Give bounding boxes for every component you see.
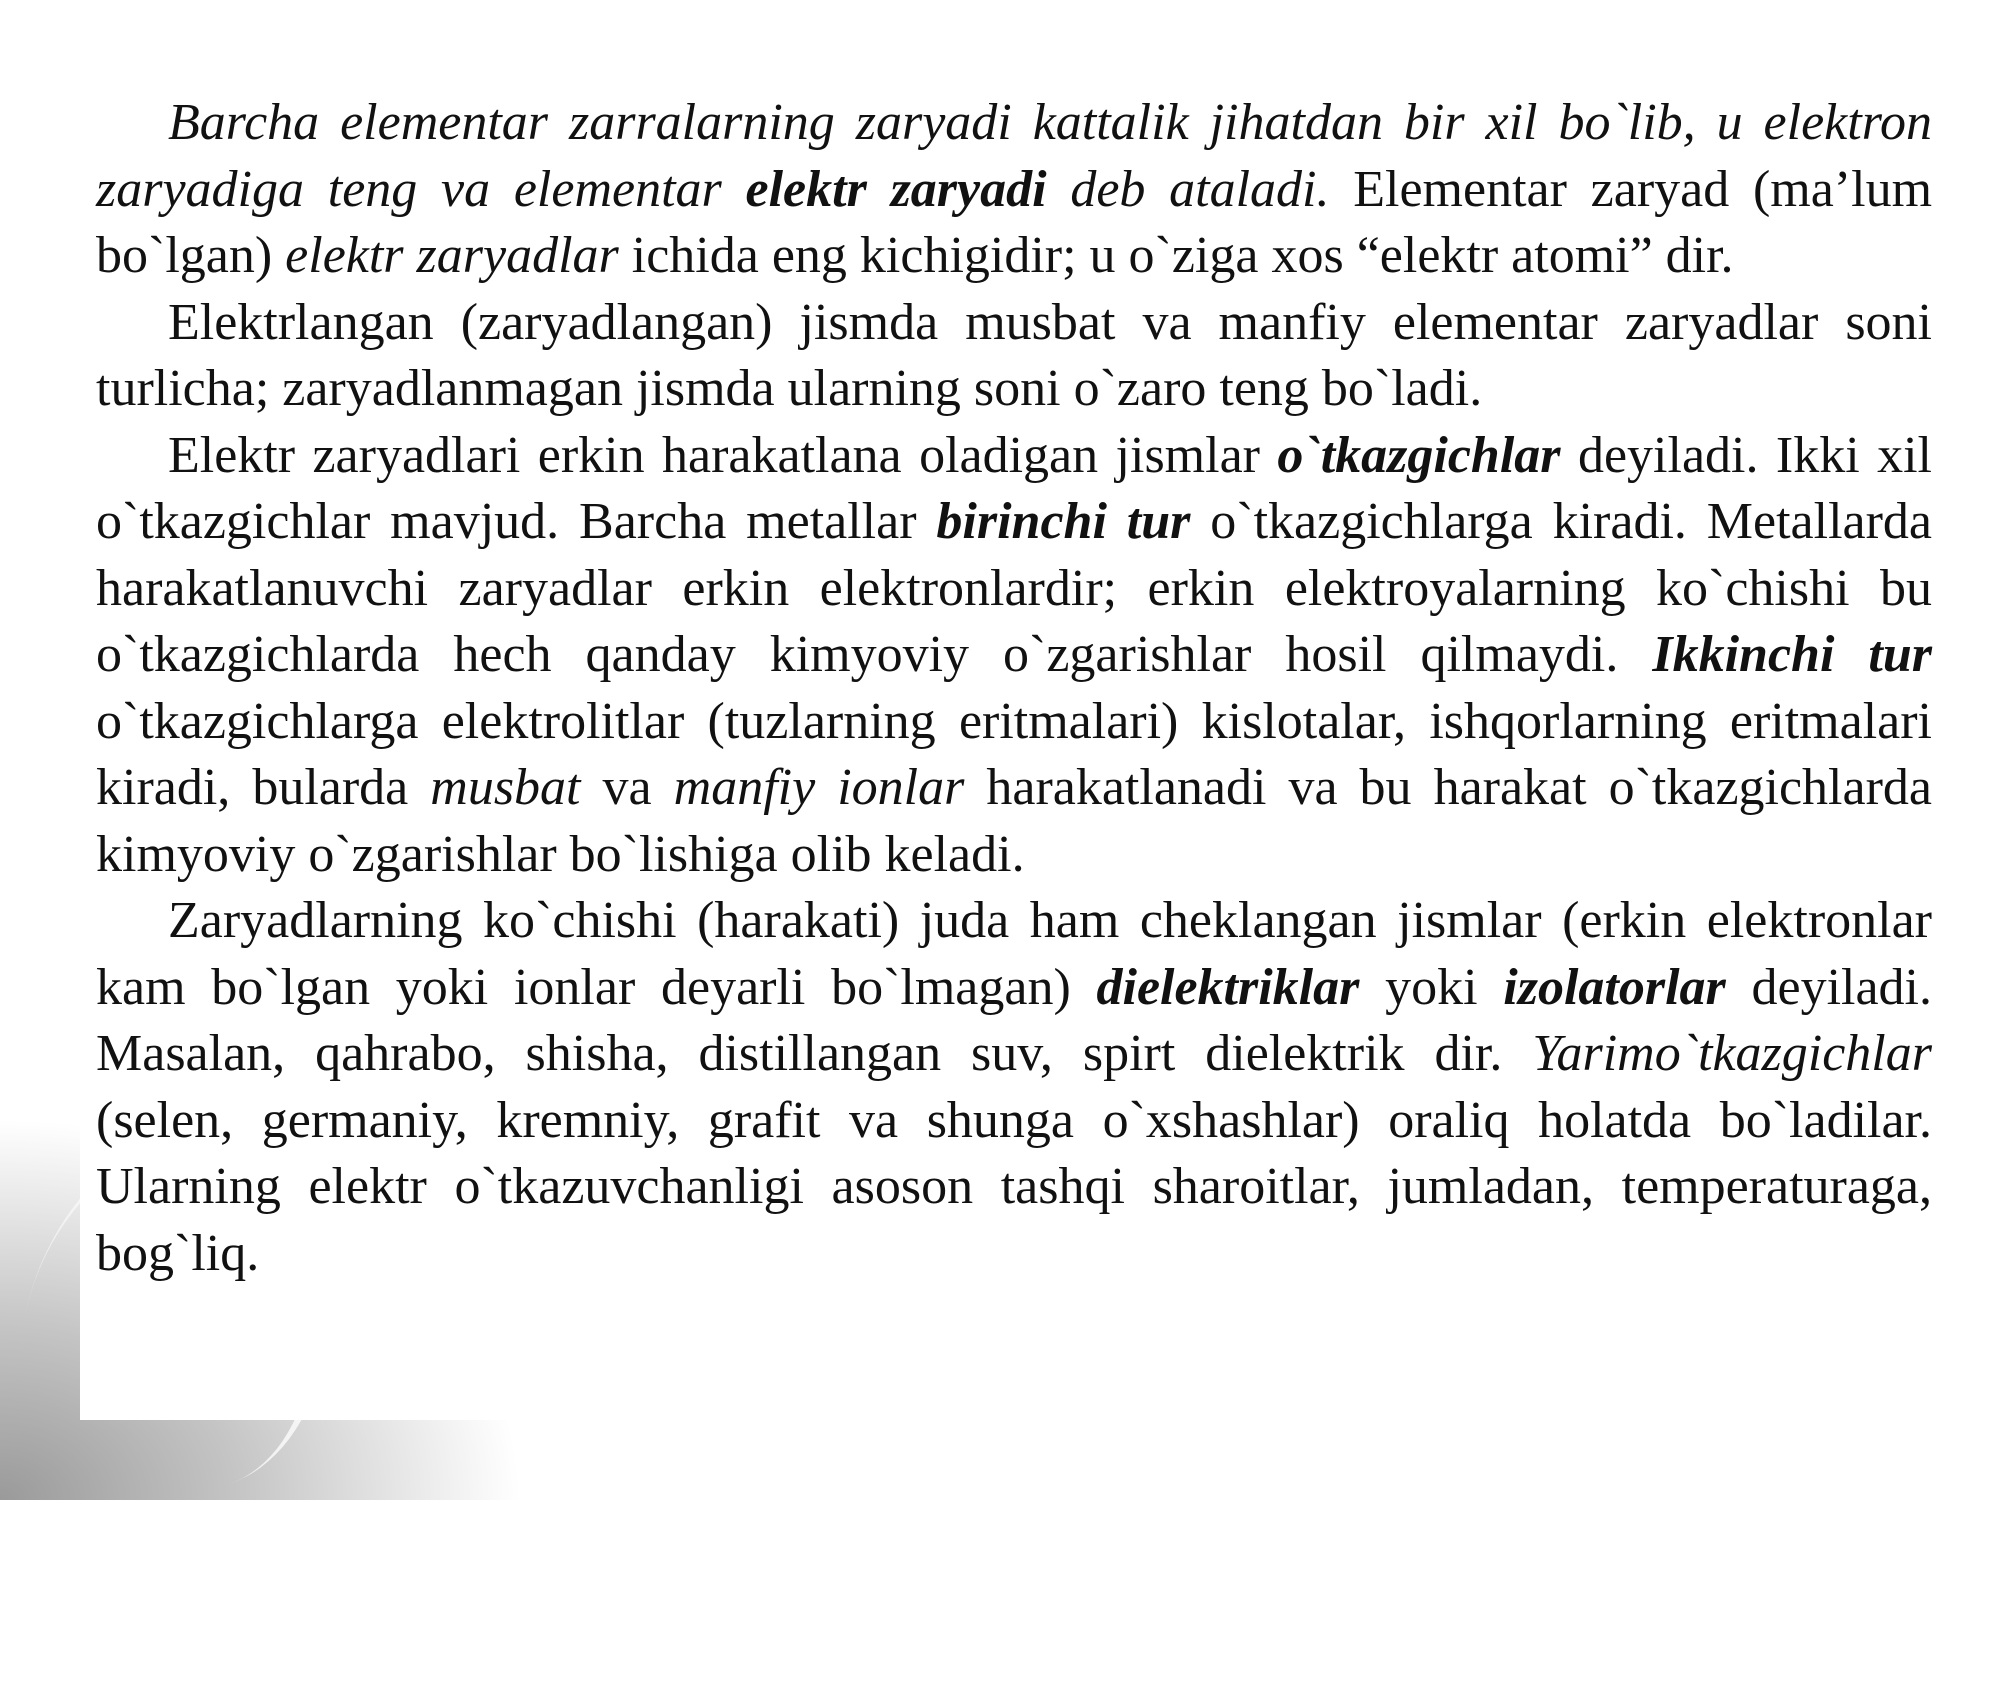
term-izolatorlar: izolatorlar — [1503, 958, 1726, 1016]
text-segment: deb ataladi. — [1046, 160, 1330, 218]
term-dielektriklar: dielektriklar — [1096, 958, 1360, 1016]
text-segment: Zaryadlarning ko`chishi (harakati) juda ham cheklangan jismlar (erkin elektronlar kam bo`lgan yoki ionlar deyarli bo`lmagan) — [96, 892, 1932, 1016]
paragraph-elementar-zaryad — [96, 90, 1932, 290]
text-segment: Barcha elementar zarralarning zaryadi kattalik jihatdan bir xil bo`lib, u elektron zaryadiga teng va elementar — [96, 94, 1932, 218]
text-segment: Elementar zaryad (ma’lum bo`lgan) — [96, 160, 1933, 284]
text-segment: Elektrlangan (zaryadlangan) jismda musbat va manfiy elementar zaryadlar soni turlicha; zaryadlanmagan jismda ularning soni o`zaro teng bo`ladi. — [96, 293, 1932, 417]
term-otkazgichlar: o`tkazgichlar — [1277, 426, 1561, 484]
text-segment: elektr zaryadlar — [285, 227, 619, 284]
text-segment: Elektr zaryadlari erkin harakatlana oladigan jismlar — [168, 426, 1278, 484]
paragraph-elektrlangan-jism — [96, 290, 1932, 423]
text-segment: yoki — [1359, 958, 1504, 1016]
text-segment: o`tkazgichlarga elektrolitlar (tuzlarning eritmalari) kislotalar, ishqorlarning eritmalari kiradi, bularda — [96, 692, 1932, 816]
text-segment: o`tkazgichlarga kiradi. Metallarda harakatlanuvchi zaryadlar erkin elektronlardir; erkin elektroyalarning ko`chishi bu o`tkazgichlarda hech qanday kimyoviy o`zgarishlar hosil qilmaydi. — [96, 493, 1933, 683]
text-segment: ichida eng kichigidir; u o`ziga xos “elektr atomi” dir. — [618, 227, 1734, 284]
text-segment: musbat — [430, 759, 581, 816]
paragraph-dielektriklar — [96, 888, 1932, 1287]
paragraph-otkazgichlar — [96, 423, 1932, 889]
text-panel — [80, 70, 1948, 1420]
term-birinchi-tur: birinchi tur — [936, 493, 1191, 550]
term-elektr-zaryadi: elektr zaryadi — [745, 160, 1047, 218]
text-segment: deyiladi. Ikki xil o`tkazgichlar mavjud. Barcha metallar — [96, 426, 1932, 550]
term-yarimotkazgichlar: Yarimo`tkazgichlar — [1532, 1025, 1932, 1082]
text-segment: manfiy ionlar — [673, 759, 965, 816]
term-ikkinchi-tur: Ikkinchi tur — [1652, 626, 1932, 683]
text-segment: va — [580, 759, 674, 816]
text-segment: deyiladi. Masalan, qahrabo, shisha, distillangan suv, spirt dielektrik dir. — [96, 958, 1932, 1082]
text-segment: (selen, germaniy, kremniy, grafit va shunga o`xshashlar) oraliq holatda bo`ladilar. Ularning elektr o`tkazuvchanligi asoson tashqi sharoitlar, jumladan, temperaturaga, bog`liq. — [96, 1091, 1932, 1282]
text-segment: harakatlanadi va bu harakat o`tkazgichlarda kimyoviy o`zgarishlar bo`lishiga olib keladi. — [96, 759, 1932, 883]
